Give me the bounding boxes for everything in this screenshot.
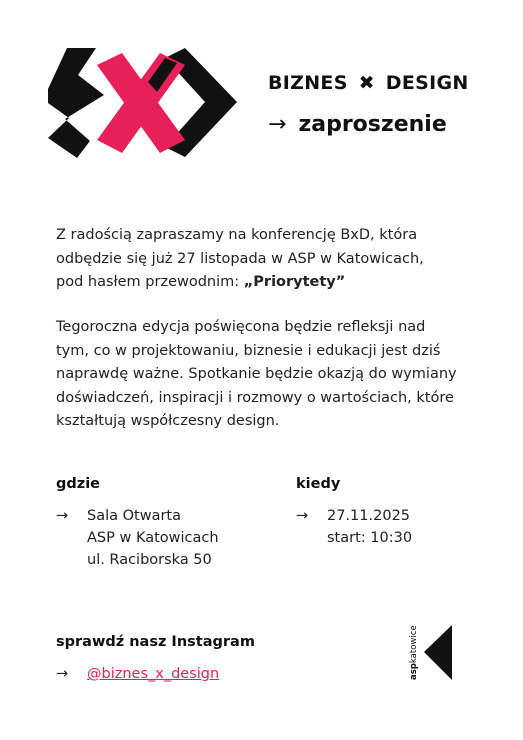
arrow-right-icon: → — [56, 666, 69, 682]
event-start-time: start: 10:30 — [327, 530, 413, 546]
venue-room: Sala Otwarta — [87, 508, 181, 524]
invitation-heading — [268, 112, 447, 137]
arrow-right-icon: → — [268, 112, 287, 137]
intro-line: Z radością zapraszamy na konferencję BxD, która — [56, 227, 418, 243]
where-label: gdzie — [56, 476, 101, 492]
asp-logo-light: katowice — [409, 625, 419, 664]
description-line: tym, co w projektowaniu, biznesie i edukacji jest dziś — [56, 342, 441, 359]
bxd-logo — [45, 45, 240, 160]
intro-line — [56, 271, 476, 295]
instagram-row — [56, 663, 219, 685]
where-details — [56, 505, 219, 571]
brand-title — [268, 72, 469, 94]
asp-logo-text — [409, 620, 423, 680]
motto: „Priorytety” — [243, 274, 346, 290]
arrow-right-icon: → — [296, 508, 309, 524]
intro-prefix: pod hasłem przewodnim: — [56, 274, 244, 290]
when-details — [296, 505, 412, 549]
description-line: naprawdę ważne. Spotkanie będzie okazją do wymiany — [56, 366, 457, 382]
logo-left-chevron — [48, 48, 104, 158]
instagram-label: sprawdź nasz Instagram — [56, 634, 255, 650]
intro-line: odbędzie się już 27 listopada w ASP w Katowicach, — [56, 250, 424, 267]
intro-paragraph — [56, 224, 476, 295]
venue-address: ul. Raciborska 50 — [87, 552, 212, 568]
description-paragraph — [56, 316, 476, 434]
brand-word-design: DESIGN — [385, 72, 469, 94]
asp-triangle-icon — [424, 625, 452, 680]
invitation-label: zaproszenie — [298, 112, 447, 137]
brand-word-biznes: BIZNES — [268, 72, 348, 94]
event-date: 27.11.2025 — [327, 508, 411, 524]
description-line: kształtują współczesny design. — [56, 413, 280, 429]
instagram-link[interactable]: @biznes_x_design — [87, 666, 220, 682]
asp-logo-bold: asp — [409, 663, 419, 680]
arrow-right-icon: → — [56, 508, 69, 524]
venue-name: ASP w Katowicach — [87, 530, 219, 546]
when-label: kiedy — [296, 476, 341, 492]
description-line: Tegoroczna edycja poświęcona będzie refleksji nad — [56, 319, 426, 335]
brand-x-icon: ✖ — [358, 72, 375, 94]
description-line: doświadczeń, inspiracji i rozmowy o wartościach, które — [56, 389, 454, 406]
